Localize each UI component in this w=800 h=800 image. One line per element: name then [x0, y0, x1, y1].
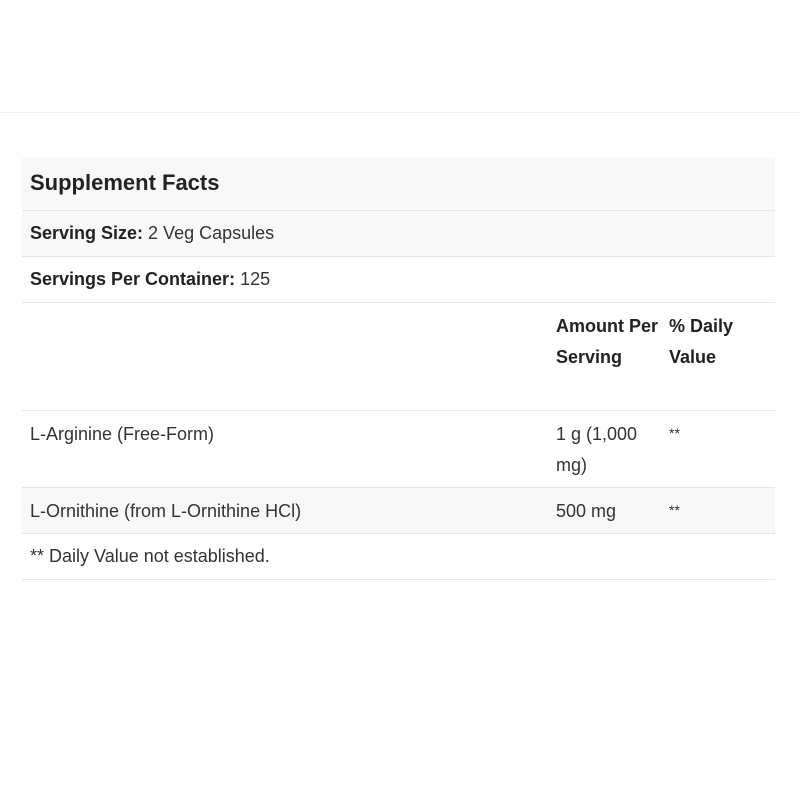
ingredient-amount: 500 mg	[556, 501, 617, 521]
ingredient-column-header	[22, 311, 556, 410]
daily-value-column-header: % Daily Value	[669, 316, 734, 367]
column-header-row	[22, 302, 775, 410]
amount-column-header: Amount Per Serving	[556, 316, 659, 367]
servings-value: 125	[235, 269, 271, 289]
header-divider	[0, 112, 800, 113]
ingredient-row	[22, 410, 775, 487]
serving-size-label: Serving Size:	[30, 223, 144, 243]
supplement-facts-table	[22, 158, 775, 580]
ingredient-name: L-Ornithine (from L-Ornithine HCl)	[30, 501, 302, 521]
facts-title: Supplement Facts	[22, 158, 775, 210]
serving-size-row	[22, 210, 775, 256]
servings-per-container-row	[22, 256, 775, 302]
ingredient-name: L-Arginine (Free-Form)	[30, 424, 215, 444]
servings-label: Servings Per Container:	[30, 269, 236, 289]
ingredient-daily-value: **	[669, 502, 680, 518]
footnote: ** Daily Value not established.	[22, 533, 775, 579]
ingredient-row	[22, 487, 775, 533]
ingredient-daily-value: **	[669, 425, 680, 441]
serving-size-value: 2 Veg Capsules	[143, 223, 275, 243]
ingredient-amount: 1 g (1,000 mg)	[556, 424, 638, 475]
